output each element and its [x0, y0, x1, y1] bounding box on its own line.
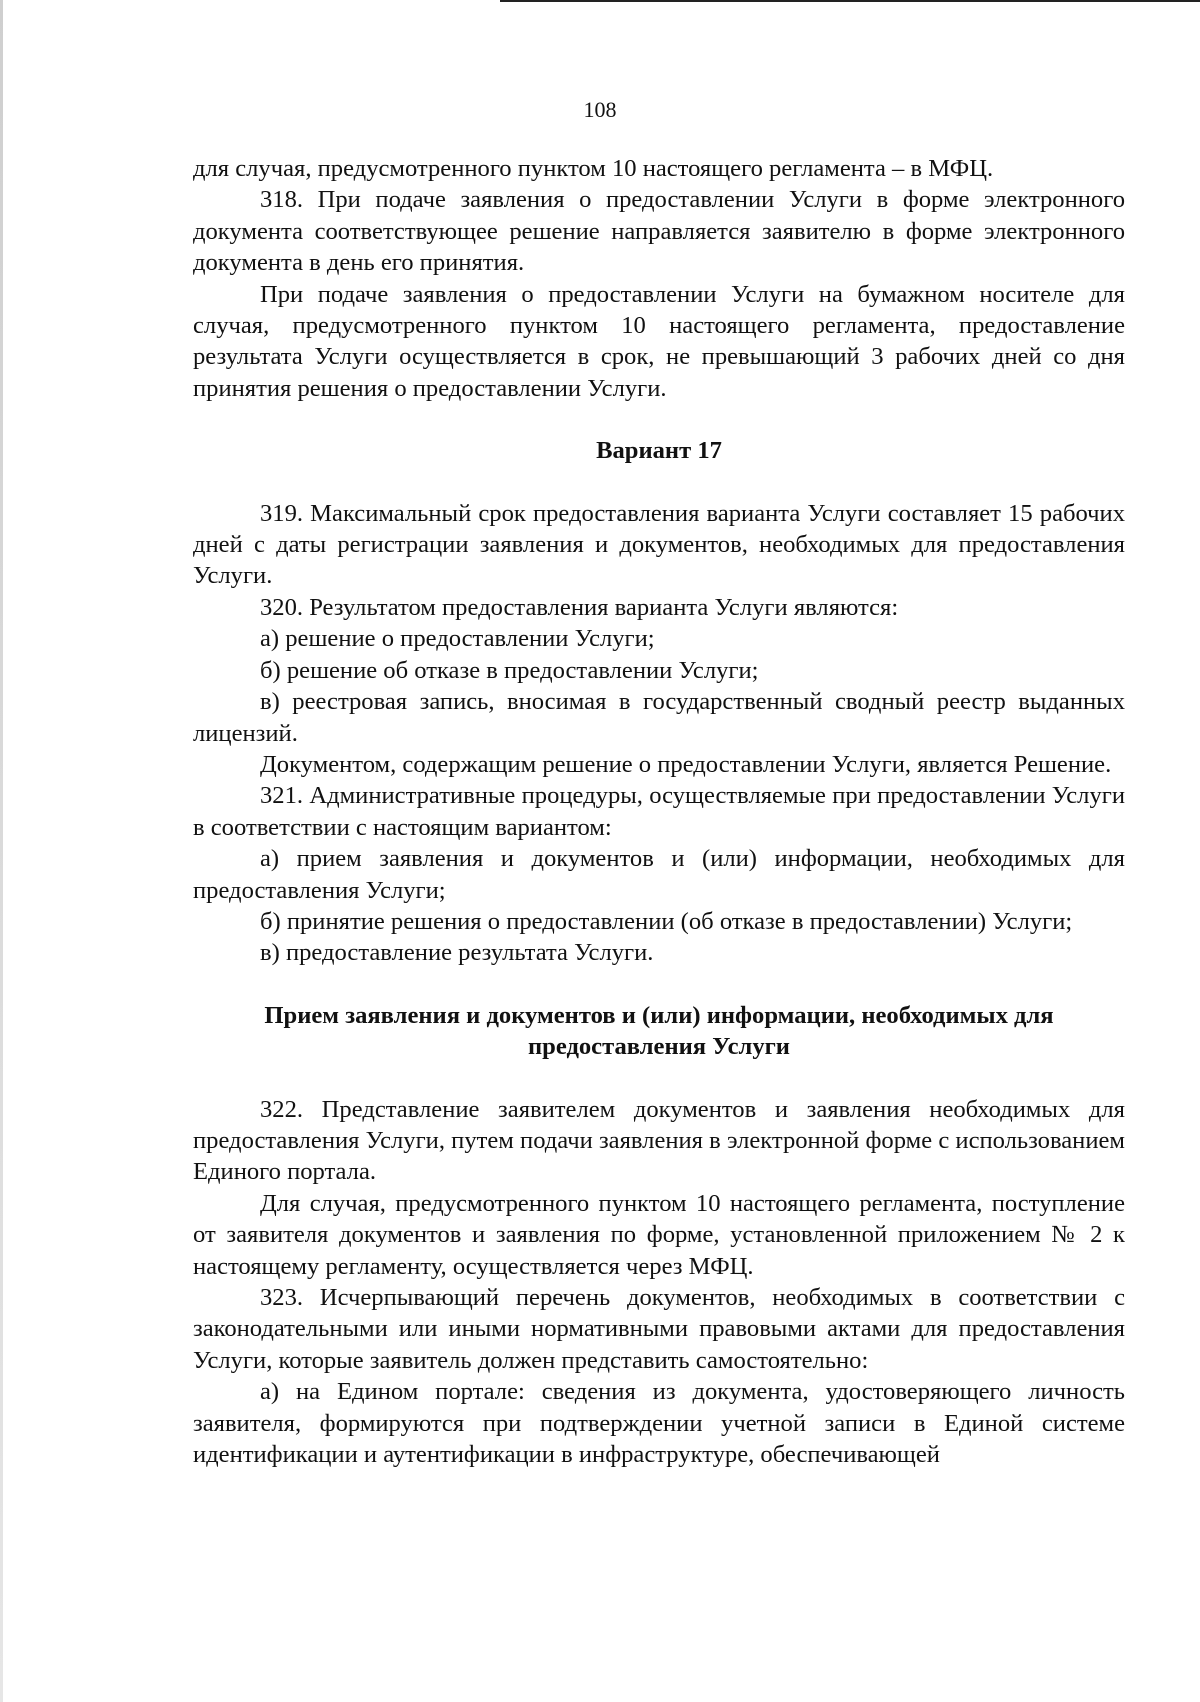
section-heading-line: предоставления Услуги: [528, 1033, 790, 1061]
spacer: [193, 467, 1125, 498]
paragraph: Документом, содержащим решение о предоставлении Услуги, является Решение.: [260, 750, 1112, 778]
paragraph: 323. Исчерпывающий перечень документов, необходимых в соответствии с законодательными или иными нормативными правовыми актами для предоставления Услуги, которые заявитель должен представить самостоятельно:: [193, 1284, 1125, 1374]
page-number: 108: [583, 97, 617, 122]
paragraph: 320. Результатом предоставления варианта Услуги являются:: [260, 593, 899, 621]
list-item: а) решение о предоставлении Услуги;: [260, 625, 655, 653]
paragraph: 318. При подаче заявления о предоставлении Услуги в форме электронного документа соответствующее решение направляется заявителю в форме электронного документа в день его принятия.: [193, 186, 1125, 277]
document-body: [193, 153, 1125, 1470]
paragraph: При подаче заявления о предоставлении Услуги на бумажном носителе для случая, предусмотренного пунктом 10 настоящего регламента, предоставление результата Услуги осуществляется в срок, не превышающий 3 рабочих дней со дня принятия решения о предоставлении Услуги.: [193, 280, 1125, 402]
paragraph: Для случая, предусмотренного пунктом 10 настоящего регламента, поступление от заявителя документов и заявления по форме, установленной приложением № 2 к настоящему регламенту, осуществляется через МФЦ.: [193, 1189, 1125, 1280]
paragraph: 322. Представление заявителем документов и заявления необходимых для предоставления Услуги, путем подачи заявления в электронной форме с использованием Единого портала.: [193, 1095, 1125, 1186]
section-heading-reception: [193, 1000, 1125, 1063]
list-item: б) решение об отказе в предоставлении Услуги;: [260, 656, 759, 684]
paragraph: 319. Максимальный срок предоставления варианта Услуги составляет 15 рабочих дней с даты регистрации заявления и документов, необходимых для предоставления Услуги.: [193, 499, 1125, 590]
paragraph: для случая, предусмотренного пунктом 10 настоящего регламента – в МФЦ.: [193, 155, 994, 182]
list-item: в) предоставление результата Услуги.: [260, 939, 654, 967]
paragraph: 321. Административные процедуры, осуществляемые при предоставлении Услуги в соответствии с настоящим вариантом:: [193, 782, 1125, 841]
spacer: [193, 1063, 1125, 1094]
spacer: [193, 969, 1125, 1000]
section-heading-line: Прием заявления и документов и (или) информации, необходимых для: [264, 1001, 1054, 1029]
spacer: [193, 404, 1125, 435]
list-item: а) прием заявления и документов и (или) информации, необходимых для предоставления Услуги;: [193, 845, 1125, 904]
list-item: в) реестровая запись, вносимая в государственный сводный реестр выданных лицензий.: [193, 688, 1125, 747]
list-item: б) принятие решения о предоставлении (об отказе в предоставлении) Услуги;: [260, 907, 1073, 935]
list-item: а) на Едином портале: сведения из документа, удостоверяющего личность заявителя, формируются при подтверждении учетной записи в Единой системе идентификации и аутентификации в инфраструктуре, обеспечивающей: [193, 1378, 1125, 1469]
section-heading-variant: Вариант 17: [596, 437, 722, 465]
